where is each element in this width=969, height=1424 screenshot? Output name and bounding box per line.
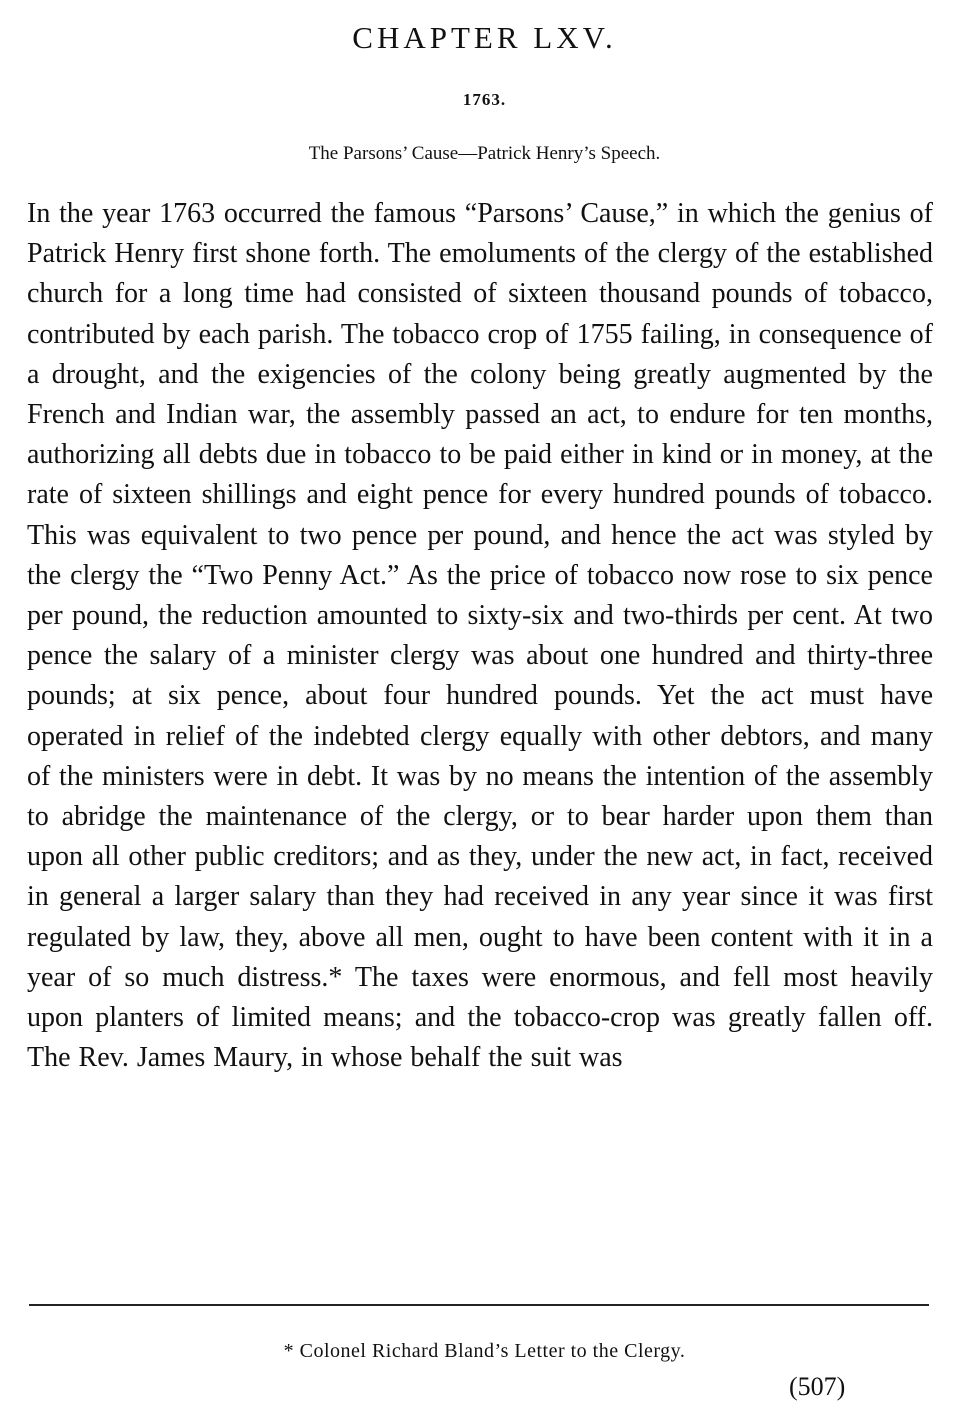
page-number: (507) (789, 1372, 846, 1401)
chapter-title: CHAPTER LXV. (352, 20, 617, 55)
paragraph-text: the year 1763 occurred the famous “Parsons’ Cause,” in which the genius of Patrick Henry first shone forth. The emoluments of the clergy of the established church for a long time had consisted of sixteen thousand pounds of tobacco, contributed by each parish. The tobacco crop of 1755 failing, in consequence of a drought, and the exigencies of the colony being greatly augmented by the French and Indian war, the assembly passed an act, to endure for ten months, authorizing all debts due in tobacco to be paid either in kind or in money, at the rate of sixteen shillings and eight pence for every hundred pounds of tobacco. This was equivalent to two pence per pound, and hence the act was styled by the clergy the “Two Penny Act.” As the price of tobacco now rose to six pence per pound, the reduction amounted to sixty-six and two-thirds per cent. At two pence the salary of a minister clergy was about one hundred and thirty-three pounds; at six pence, about four hundred pounds. Yet the act must have operated in relief of the indebted clergy equally with other debtors, and many of the ministers were in debt. It was by no means the intention of the assembly to abridge the maintenance of the clergy, or to bear harder upon them than upon all other public creditors; and as they, under the new act, in fact, received in general a larger salary than they had received in any year since it was first regulated by law, they, above all men, ought to have been content with it in a year of so much distress.* The taxes were enormous, and fell most heavily upon planters of limited means; and the tobacco-crop was greatly fallen off. The Rev. James Maury, in whose behalf the suit was (27, 198, 933, 1074)
footnote: * Colonel Richard Bland’s Letter to the Clergy. (283, 1340, 686, 1362)
footnote-divider (29, 1304, 929, 1306)
opening-word: In (27, 198, 51, 229)
chapter-year: 1763. (462, 90, 507, 109)
body-paragraph (27, 194, 933, 1078)
chapter-subtitle: The Parsons’ Cause—Patrick Henry’s Speech. (308, 143, 661, 164)
